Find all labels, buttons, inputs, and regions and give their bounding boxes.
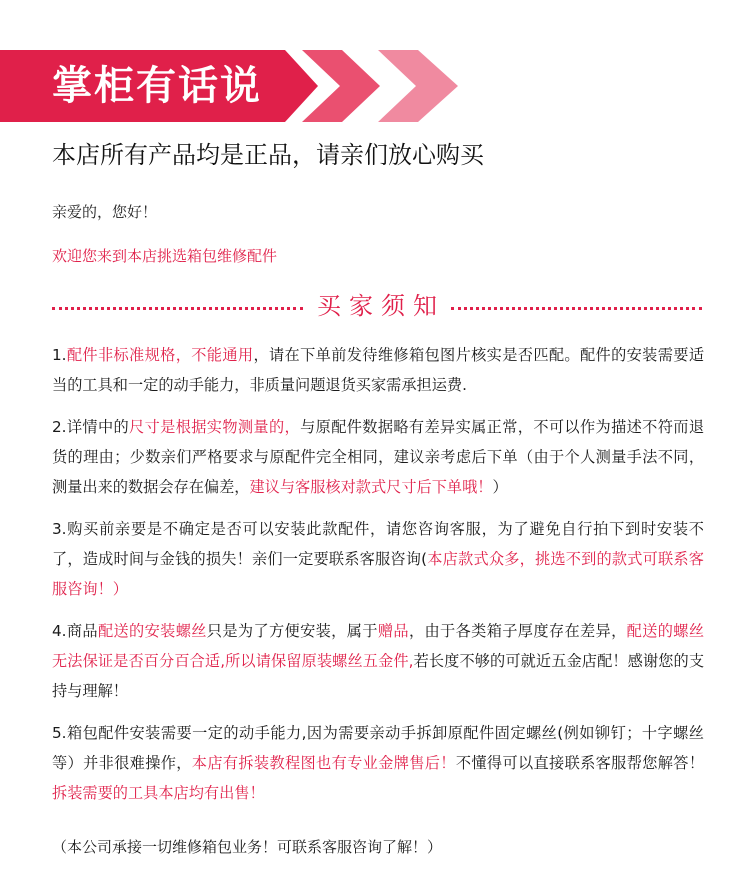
item-text: 1. (52, 346, 67, 364)
tagline: 本店所有产品均是正品，请亲们放心购买 (52, 141, 484, 169)
item-text: 只是为了方便安装，属于 (206, 622, 378, 640)
notice-item-4 (52, 616, 704, 706)
notice-title: 买家须知 (317, 292, 445, 320)
footer-note: （本公司承接一切维修箱包业务！可联系客服咨询了解！） (52, 838, 443, 856)
notice-item-5 (52, 718, 704, 808)
notice-item-3 (52, 514, 704, 604)
item-text: 4.商品 (52, 622, 98, 640)
item-text: 3.购买前亲要是不确定是否可以安装此款配件，请您咨询客服，为了避免自行拍下到时安装不了，造成时间与金钱的损失！亲们一定要联系客服咨询( (52, 520, 704, 568)
item-text: ，请在下单前发待维修箱包图片核实是否匹配。配件的安装需要适当的工具和一定的动手能力，非质量问题退货买家需承担运费. (52, 346, 705, 394)
welcome-text: 欢迎您来到本店挑选箱包维修配件 (52, 247, 278, 265)
item-highlight: 尺寸是根据实物测量的， (129, 418, 301, 436)
notice-list (52, 340, 704, 820)
item-highlight: 本店有拆装教程图也有专业金牌售后！ (191, 754, 456, 772)
item-highlight: 建议与客服核对款式尺寸后下单哦！ (249, 478, 493, 496)
item-highlight: 配件非标准规格，不能通用 (66, 346, 254, 364)
item-text: 2.详情中的 (52, 418, 130, 436)
item-text: 与原配件数据略有差异实属正常，不可以作为描述不符而退货的理由；少数亲们严格要求与原配件完全相同，建议亲考虑后下单（由于个人测量手法不同，测量出来的数据会存在偏差， (52, 418, 705, 496)
item-text: 5.箱包配件安装需要一定的动手能力,因为需要亲动手拆卸原配件固定螺丝(例如铆钉；十字螺丝等）并非很难操作， (52, 724, 704, 772)
notice-header (52, 288, 702, 324)
notice-item-2 (52, 412, 704, 502)
item-highlight: 本店款式众多，挑选不到的款式可联系客服咨询！） (52, 550, 704, 598)
banner-title: 掌柜有话说 (52, 63, 262, 109)
banner-chevron-right (378, 50, 458, 122)
item-text: 若长度不够的可就近五金店配！感谢您的支持与理解！ (52, 652, 705, 700)
item-highlight: 配送的螺丝无法保证是否百分百合适,所以请保留原装螺丝五金件, (52, 622, 705, 670)
item-highlight: 赠品 (377, 622, 409, 640)
item-text: ，由于各类箱子厚度存在差异， (408, 622, 627, 640)
item-highlight: 配送的安装螺丝 (97, 622, 207, 640)
item-text: ） (492, 478, 508, 496)
item-highlight: 拆装需要的工具本店均有出售！ (52, 784, 265, 802)
dotted-divider-right (451, 307, 702, 310)
dotted-divider-left (52, 307, 303, 310)
greeting: 亲爱的，您好！ (52, 203, 158, 221)
notice-item-1 (52, 340, 704, 400)
item-text: 不懂得可以直接联系客服帮您解答！ (455, 754, 705, 772)
